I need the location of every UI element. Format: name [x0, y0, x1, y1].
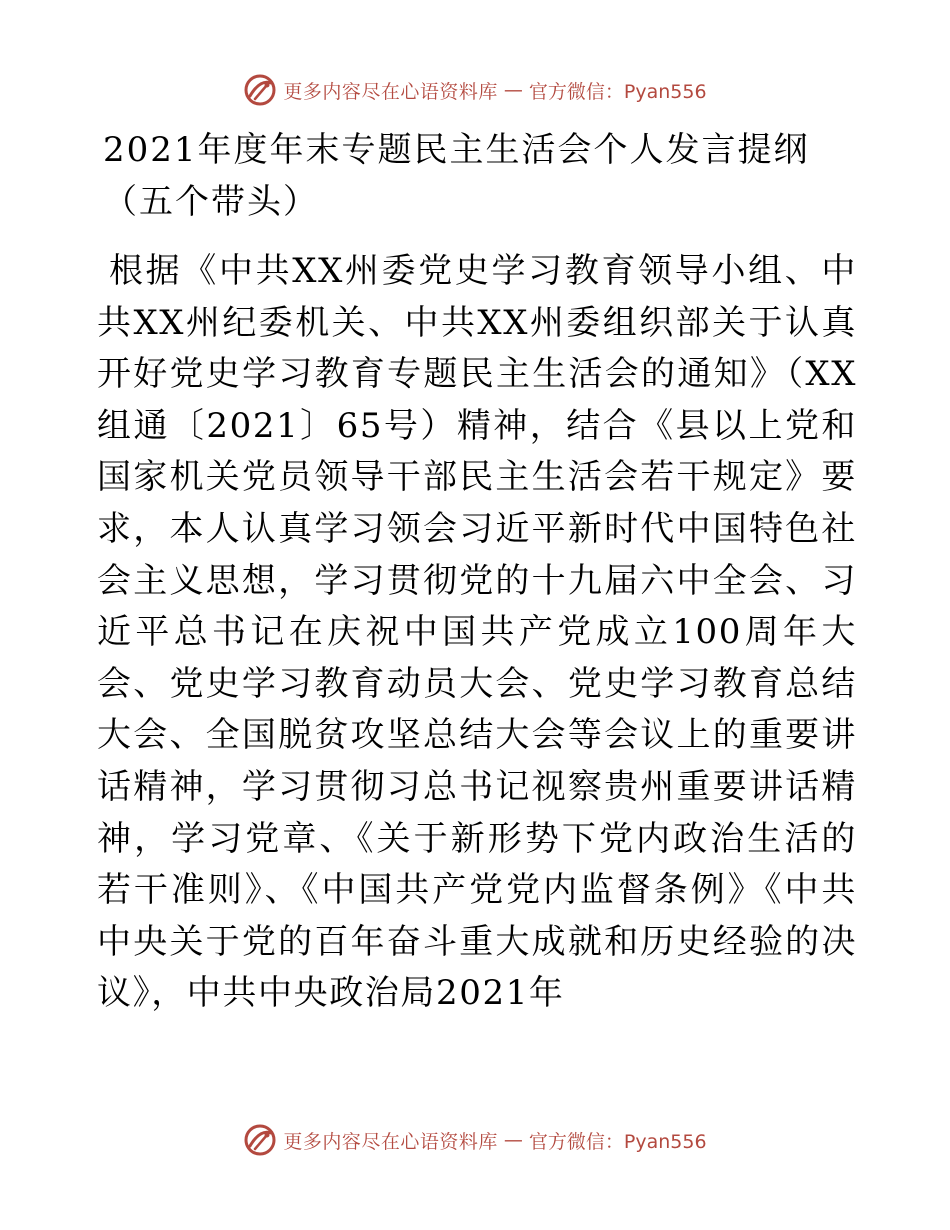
- seal-logo-icon: [243, 1123, 277, 1157]
- document-body: [97, 124, 857, 1020]
- header-banner-contact: 官方微信：Pyan556: [528, 80, 707, 103]
- footer-banner-text: 更多内容尽在心语资料库: [283, 1130, 498, 1153]
- footer-banner-content: [243, 1123, 706, 1157]
- footer-banner-contact: 官方微信：Pyan556: [528, 1130, 707, 1153]
- header-banner: [0, 72, 950, 108]
- document-title: 2021年度年末专题民主生活会个人发言提纲（五个带头）: [103, 130, 810, 222]
- header-banner-content: [243, 73, 706, 107]
- header-banner-text: 更多内容尽在心语资料库: [283, 80, 498, 103]
- footer-banner: [0, 1122, 950, 1158]
- footer-banner-dash: —: [503, 1129, 523, 1151]
- document-paragraph: 根据《中共XX州委党史学习教育领导小组、中共XX州纪委机关、中共XX州委组织部关于认真开好党史学习教育专题民主生活会的通知》（XX组通〔2021〕65号）精神，结合《县以上党和国家机关党员领导干部民主生活会若干规定》要求，本人认真学习领会习近平新时代中国特色社会主义思想，学习贯彻党的十九届六中全会、习近平总书记在庆祝中国共产党成立100周年大会、党史学习教育动员大会、党史学习教育总结大会、全国脱贫攻坚总结大会等会议上的重要讲话精神，学习贯彻习总书记视察贵州重要讲话精神，学习党章、《关于新形势下党内政治生活的若干准则》、《中国共产党党内监督条例》《中共中央关于党的百年奋斗重大成就和历史经验的决议》，中共中央政治局2021年: [97, 251, 857, 1014]
- header-banner-dash: —: [503, 79, 523, 101]
- seal-logo-icon: [243, 73, 277, 107]
